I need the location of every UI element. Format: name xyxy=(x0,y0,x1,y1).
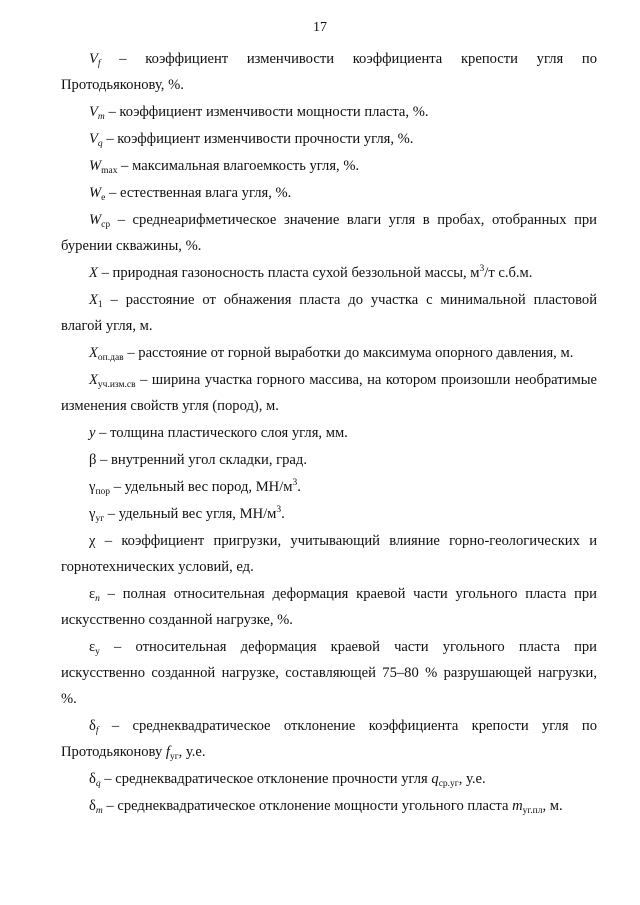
definition-entry xyxy=(61,581,597,633)
symbol-subscript: max xyxy=(101,166,118,176)
definition-entry xyxy=(61,766,597,792)
symbol-subscript: уч.изм.св xyxy=(97,380,136,390)
definition-text-tail: /т с.б.м. xyxy=(484,265,533,281)
definition-text-tail: , у.е. xyxy=(458,771,486,787)
symbol: δ xyxy=(89,718,96,734)
symbol: W xyxy=(89,185,102,201)
definition-entry xyxy=(61,713,597,765)
definition-text: – среднеквадратическое отклонение мощности угольного пласта xyxy=(102,798,513,814)
symbol: X xyxy=(89,265,98,281)
symbol-subscript: п xyxy=(95,594,100,604)
definition-entry xyxy=(61,634,597,712)
definition-entry xyxy=(61,180,597,206)
definition-entry xyxy=(61,528,597,580)
symbol: X xyxy=(89,292,98,308)
definition-text: – среднеквадратическое отклонение прочности угля xyxy=(100,771,432,787)
symbol-subscript: q xyxy=(97,139,103,149)
definition-entry xyxy=(61,474,597,500)
inline-symbol: q xyxy=(431,771,439,787)
definition-text: – коэффициент изменчивости мощности пласта, %. xyxy=(104,104,429,120)
inline-symbol: m xyxy=(512,798,523,814)
definition-text: – коэффициент пригрузки, учитывающий влияние горно-геологических и горнотехнических условий, ед. xyxy=(61,533,597,575)
definition-text: – толщина пластического слоя угля, мм. xyxy=(95,425,348,441)
definition-text: – коэффициент изменчивости прочности угля, %. xyxy=(102,131,414,147)
inline-symbol-subscript: уг.пл xyxy=(522,806,543,816)
definition-text: – ширина участка горного массива, на котором произошли необратимые изменения свойств угля (пород), м. xyxy=(61,372,597,414)
definition-entry xyxy=(61,46,597,98)
inline-symbol-subscript: ср.уг xyxy=(438,779,459,789)
unit-superscript: 3 xyxy=(479,264,485,274)
symbol-subscript: m xyxy=(95,806,103,816)
definition-text: – полная относительная деформация краевой части угольного пласта при искусственно созданной нагрузке, %. xyxy=(61,586,597,628)
symbol: γ xyxy=(89,506,96,522)
symbol: χ xyxy=(89,533,96,549)
definition-entry xyxy=(61,99,597,125)
unit-superscript: 3 xyxy=(276,505,282,515)
page-number: 17 xyxy=(313,20,327,35)
definition-entry xyxy=(61,420,597,446)
symbol: β xyxy=(89,452,97,468)
definition-entry xyxy=(61,367,597,419)
symbol: X xyxy=(89,345,98,361)
definition-entry xyxy=(61,207,597,259)
definition-text: – коэффициент изменчивости коэффициента крепости угля по Протодьяконову, %. xyxy=(61,51,597,93)
symbol: V xyxy=(89,51,98,67)
symbol-subscript: у xyxy=(95,647,100,657)
definition-text-tail: , у.е. xyxy=(178,744,206,760)
unit-superscript: 3 xyxy=(292,478,298,488)
definition-text: – максимальная влагоемкость угля, %. xyxy=(117,158,360,174)
definition-entry xyxy=(61,501,597,527)
definition-text-tail: . xyxy=(281,506,285,522)
definition-text: – естественная влага угля, %. xyxy=(105,185,292,201)
symbol: δ xyxy=(89,771,96,787)
definition-entry xyxy=(61,340,597,366)
definition-text: – относительная деформация краевой части угольного пласта при искусственно созданной нагрузке, составляющей 75–80 % разрушающей нагрузки, %. xyxy=(61,639,597,707)
symbol: y xyxy=(89,425,96,441)
symbol-subscript: q xyxy=(95,779,101,789)
symbol-subscript: 1 xyxy=(97,300,103,310)
symbol: X xyxy=(89,372,98,388)
definition-text: – удельный вес угля, МН/м xyxy=(104,506,277,522)
symbol: V xyxy=(89,131,98,147)
symbol: ε xyxy=(89,586,96,602)
definition-text-tail: . xyxy=(297,479,301,495)
symbol-subscript: ср xyxy=(101,220,111,230)
definition-text: – расстояние от обнажения пласта до участка с минимальной пластовой влагой угля, м. xyxy=(61,292,597,334)
symbol-subscript: пор xyxy=(95,487,111,497)
symbol: V xyxy=(89,104,98,120)
symbol: γ xyxy=(89,479,96,495)
definition-entry xyxy=(61,126,597,152)
symbol-subscript: m xyxy=(97,112,105,122)
definition-text: – среднеарифметическое значение влаги угля в пробах, отобранных при бурении скважины, %. xyxy=(61,212,597,254)
symbol-subscript: f xyxy=(95,726,99,736)
symbol: ε xyxy=(89,639,96,655)
symbol-definitions-list xyxy=(61,46,597,820)
definition-entry xyxy=(61,260,597,286)
symbol-subscript: f xyxy=(97,59,101,69)
symbol-subscript: оп.дав xyxy=(97,353,124,363)
definition-entry xyxy=(61,793,597,819)
definition-entry xyxy=(61,153,597,179)
definition-entry xyxy=(61,447,597,473)
symbol: W xyxy=(89,158,102,174)
definition-text: – расстояние от горной выработки до максимума опорного давления, м. xyxy=(123,345,574,361)
inline-symbol: f xyxy=(165,744,170,760)
symbol: W xyxy=(89,212,102,228)
symbol-subscript: e xyxy=(101,193,106,203)
definition-text: – среднеквадратическое отклонение коэффициента крепости угля по Протодьяконову xyxy=(61,718,597,760)
definition-text: – природная газоносность пласта сухой беззольной массы, м xyxy=(97,265,480,281)
definition-entry xyxy=(61,287,597,339)
definition-text: – внутренний угол складки, град. xyxy=(96,452,307,468)
definition-text: – удельный вес пород, МН/м xyxy=(110,479,293,495)
symbol: δ xyxy=(89,798,96,814)
definition-text-tail: , м. xyxy=(542,798,563,814)
inline-symbol-subscript: уг xyxy=(169,752,179,762)
symbol-subscript: уг xyxy=(95,514,105,524)
